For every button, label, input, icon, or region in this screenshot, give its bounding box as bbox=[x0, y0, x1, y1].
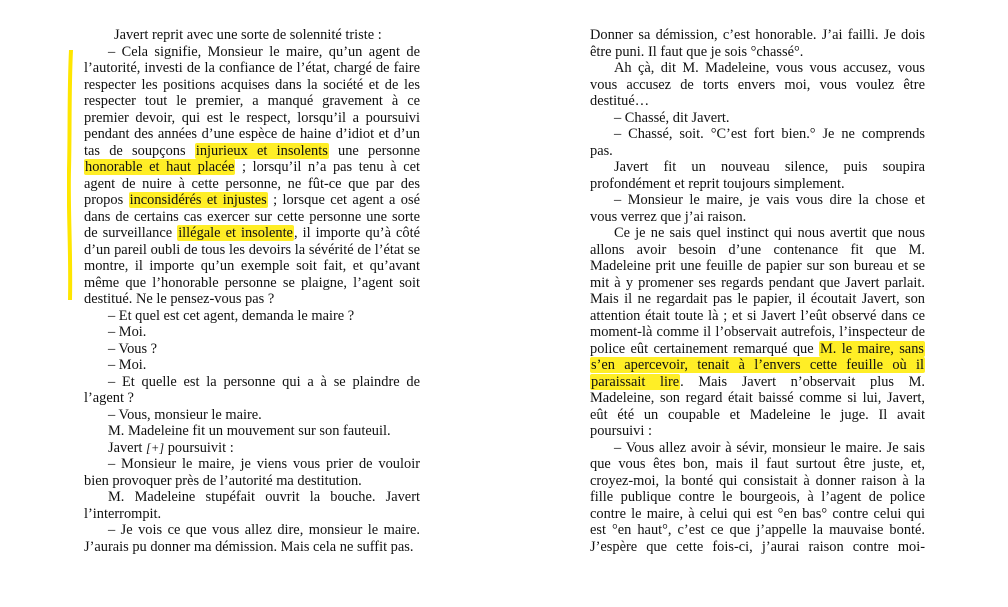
text-line: – Vous ? bbox=[108, 340, 158, 357]
text-line: – Vous allez avoir à sévir, monsieur le maire. Je sais bbox=[614, 439, 925, 456]
highlighted-text: s’en apercevoir, tenait à l’envers cette feuille où il bbox=[591, 357, 924, 373]
text-line: profondément et reprit toujours simplement. bbox=[590, 175, 845, 192]
text-line: contre le maire, à celui qui est °en bas° contre celui qui bbox=[590, 505, 925, 522]
text-line: – Monsieur le maire, je viens vous prier de vouloir bbox=[108, 456, 420, 472]
text-line: Ce je ne sais quel instinct qui nous avertit que nous bbox=[614, 225, 925, 241]
footnote-marker[interactable]: [+] bbox=[145, 440, 165, 455]
text-line: Madeleine, son regard était baissé comme si lui, Javert, bbox=[590, 390, 925, 406]
text-line: eût été un coupable et Madeleine le juge. Il avait bbox=[590, 406, 925, 423]
highlighted-text: illégale et insolente bbox=[178, 225, 293, 241]
text-line: – Et quelle est la personne qui a à se plaindre de bbox=[108, 373, 420, 390]
text-line: – Chassé, soit. °C’est fort bien.° Je ne comprends bbox=[614, 126, 925, 142]
text-line: – Cela signifie, Monsieur le maire, qu’un agent de bbox=[108, 43, 420, 60]
highlighted-text: inconsidérés et injustes bbox=[129, 192, 267, 208]
text-segment: une personne bbox=[328, 142, 420, 159]
text-segment: poursuivit : bbox=[164, 439, 234, 456]
text-line: respecter tout le premier, a manqué gravement à ce bbox=[84, 93, 420, 109]
text-segment: propos bbox=[84, 192, 129, 208]
text-segment: ; lorsque cet agent a osé bbox=[267, 192, 420, 208]
text-line: pas. bbox=[590, 142, 613, 159]
text-line: mit à y promener ses regards pendant que Javert parlait. bbox=[590, 274, 925, 291]
text-line: même que l’honorable personne se plaigne, l’agent soit bbox=[84, 274, 420, 291]
text-line: fille publique contre le bourgeois, à l’agent de police bbox=[590, 489, 925, 505]
text-segment: ; lorsqu’il n’a pas tenu à cet bbox=[235, 159, 420, 175]
text-line: – Chassé, dit Javert. bbox=[614, 109, 730, 126]
text-line: bien provoquer près de l’autorité ma destitution. bbox=[84, 472, 362, 489]
text-line: Javert reprit avec une sorte de solennité triste : bbox=[114, 27, 382, 43]
text-line bbox=[84, 225, 420, 242]
left-column bbox=[84, 27, 420, 555]
text-line bbox=[590, 374, 925, 391]
text-line bbox=[84, 159, 420, 176]
text-line bbox=[590, 341, 925, 358]
text-line: l’autorité, investi de la confiance de l’état, chargé de faire bbox=[84, 60, 420, 76]
text-line: respecter les positions acquises dans la société et de les bbox=[84, 76, 420, 93]
text-line: – Et quel est cet agent, demanda le maire ? bbox=[108, 307, 355, 324]
text-segment: Javert bbox=[108, 439, 146, 456]
text-line: – Vous, monsieur le maire. bbox=[108, 406, 262, 423]
text-line: M. Madeleine stupéfait ouvrit la bouche. Javert bbox=[108, 489, 420, 505]
text-line: destitué… bbox=[590, 93, 650, 109]
text-line: J’espère que cette fois-ci, j’aurai raison contre moi- bbox=[590, 538, 925, 555]
text-line: Donner sa démission, c’est honorable. J’ai failli. Je dois bbox=[590, 27, 925, 43]
text-line: poursuivi : bbox=[590, 423, 652, 439]
margin-bracket-annotation bbox=[67, 50, 73, 300]
text-line: – Moi. bbox=[108, 324, 147, 340]
text-line: allons avoir besoin d’une contenance fit que M. bbox=[590, 241, 925, 258]
text-line: Javert fit un nouveau silence, puis soupira bbox=[614, 159, 925, 175]
highlighted-text: injurieux et insolents bbox=[195, 142, 328, 159]
highlighted-text: paraissait lire bbox=[591, 373, 680, 390]
text-line: vous verrez que j’ai raison. bbox=[590, 208, 747, 225]
text-line bbox=[84, 440, 420, 457]
text-line: est °en haut°, c’est ce que j’appelle la mauvaise bonté. bbox=[590, 522, 925, 538]
text-line: moment-là comme il l’observait autrefois, l’inspecteur de bbox=[590, 324, 925, 340]
text-line: l’interrompit. bbox=[84, 505, 162, 522]
text-line: M. Madeleine fit un mouvement sur son fauteuil. bbox=[108, 423, 391, 439]
text-line: – Monsieur le maire, je vais vous dire la chose et bbox=[614, 192, 925, 208]
text-line: attention était toute là ; et si Javert l’eût observé dans ce bbox=[590, 307, 925, 324]
text-line: – Je vois ce que vous allez dire, monsieur le maire. bbox=[108, 522, 420, 538]
text-segment: . Mais Javert n’observait plus M. bbox=[680, 373, 925, 390]
text-line: vous accusez de torts envers moi, vous voulez être bbox=[590, 76, 925, 93]
text-line: agent de nuire à cette personne, ne fût-ce que par des bbox=[84, 175, 420, 192]
text-segment: police eût certainement remarqué que bbox=[590, 340, 819, 357]
text-line: dans de certains cas exercer sur cette personne une sorte bbox=[84, 208, 420, 225]
text-line: pendant des années d’une espèce de haine d’idiot et d’un bbox=[84, 126, 420, 142]
text-line: être puni. Il faut que je sois °chassé°. bbox=[590, 43, 804, 60]
text-line: premier devoir, qui est le respect, lorsqu’il a poursuivi bbox=[84, 109, 420, 126]
text-line: montre, il importe qu’un exemple soit fait, et qu’avant bbox=[84, 258, 420, 274]
text-line bbox=[84, 192, 420, 209]
text-line: – Moi. bbox=[108, 357, 147, 373]
text-line: destitué. Ne le pensez-vous pas ? bbox=[84, 291, 275, 307]
text-line: que vous êtes bon, mais il faut surtout être juste, et, bbox=[590, 456, 925, 472]
text-line: Mais il ne regardait pas le papier, il écoutait Javert, son bbox=[590, 291, 925, 307]
text-segment: de surveillance bbox=[84, 225, 178, 241]
highlighted-text: M. le maire, sans bbox=[819, 340, 924, 357]
right-column bbox=[590, 27, 925, 555]
text-line: J’aurais pu donner ma démission. Mais cela ne suffit pas. bbox=[84, 538, 414, 555]
text-segment: tas de soupçons bbox=[84, 142, 195, 159]
text-line bbox=[84, 143, 420, 160]
text-line: d’un pareil oubli de tous les devoirs la sévérité de l’état se bbox=[84, 241, 420, 258]
text-line: croyez-moi, la bonté qui consistait à donner raison à la bbox=[590, 472, 925, 489]
text-line: Ah çà, dit M. Madeleine, vous vous accusez, vous bbox=[614, 60, 925, 76]
text-line: Madeleine prit une feuille de papier sur son bureau et se bbox=[590, 258, 925, 274]
text-line bbox=[590, 357, 925, 374]
text-line: l’agent ? bbox=[84, 390, 134, 406]
text-segment: , il importe qu’à côté bbox=[293, 225, 420, 241]
highlighted-text: honorable et haut placée bbox=[85, 159, 235, 175]
